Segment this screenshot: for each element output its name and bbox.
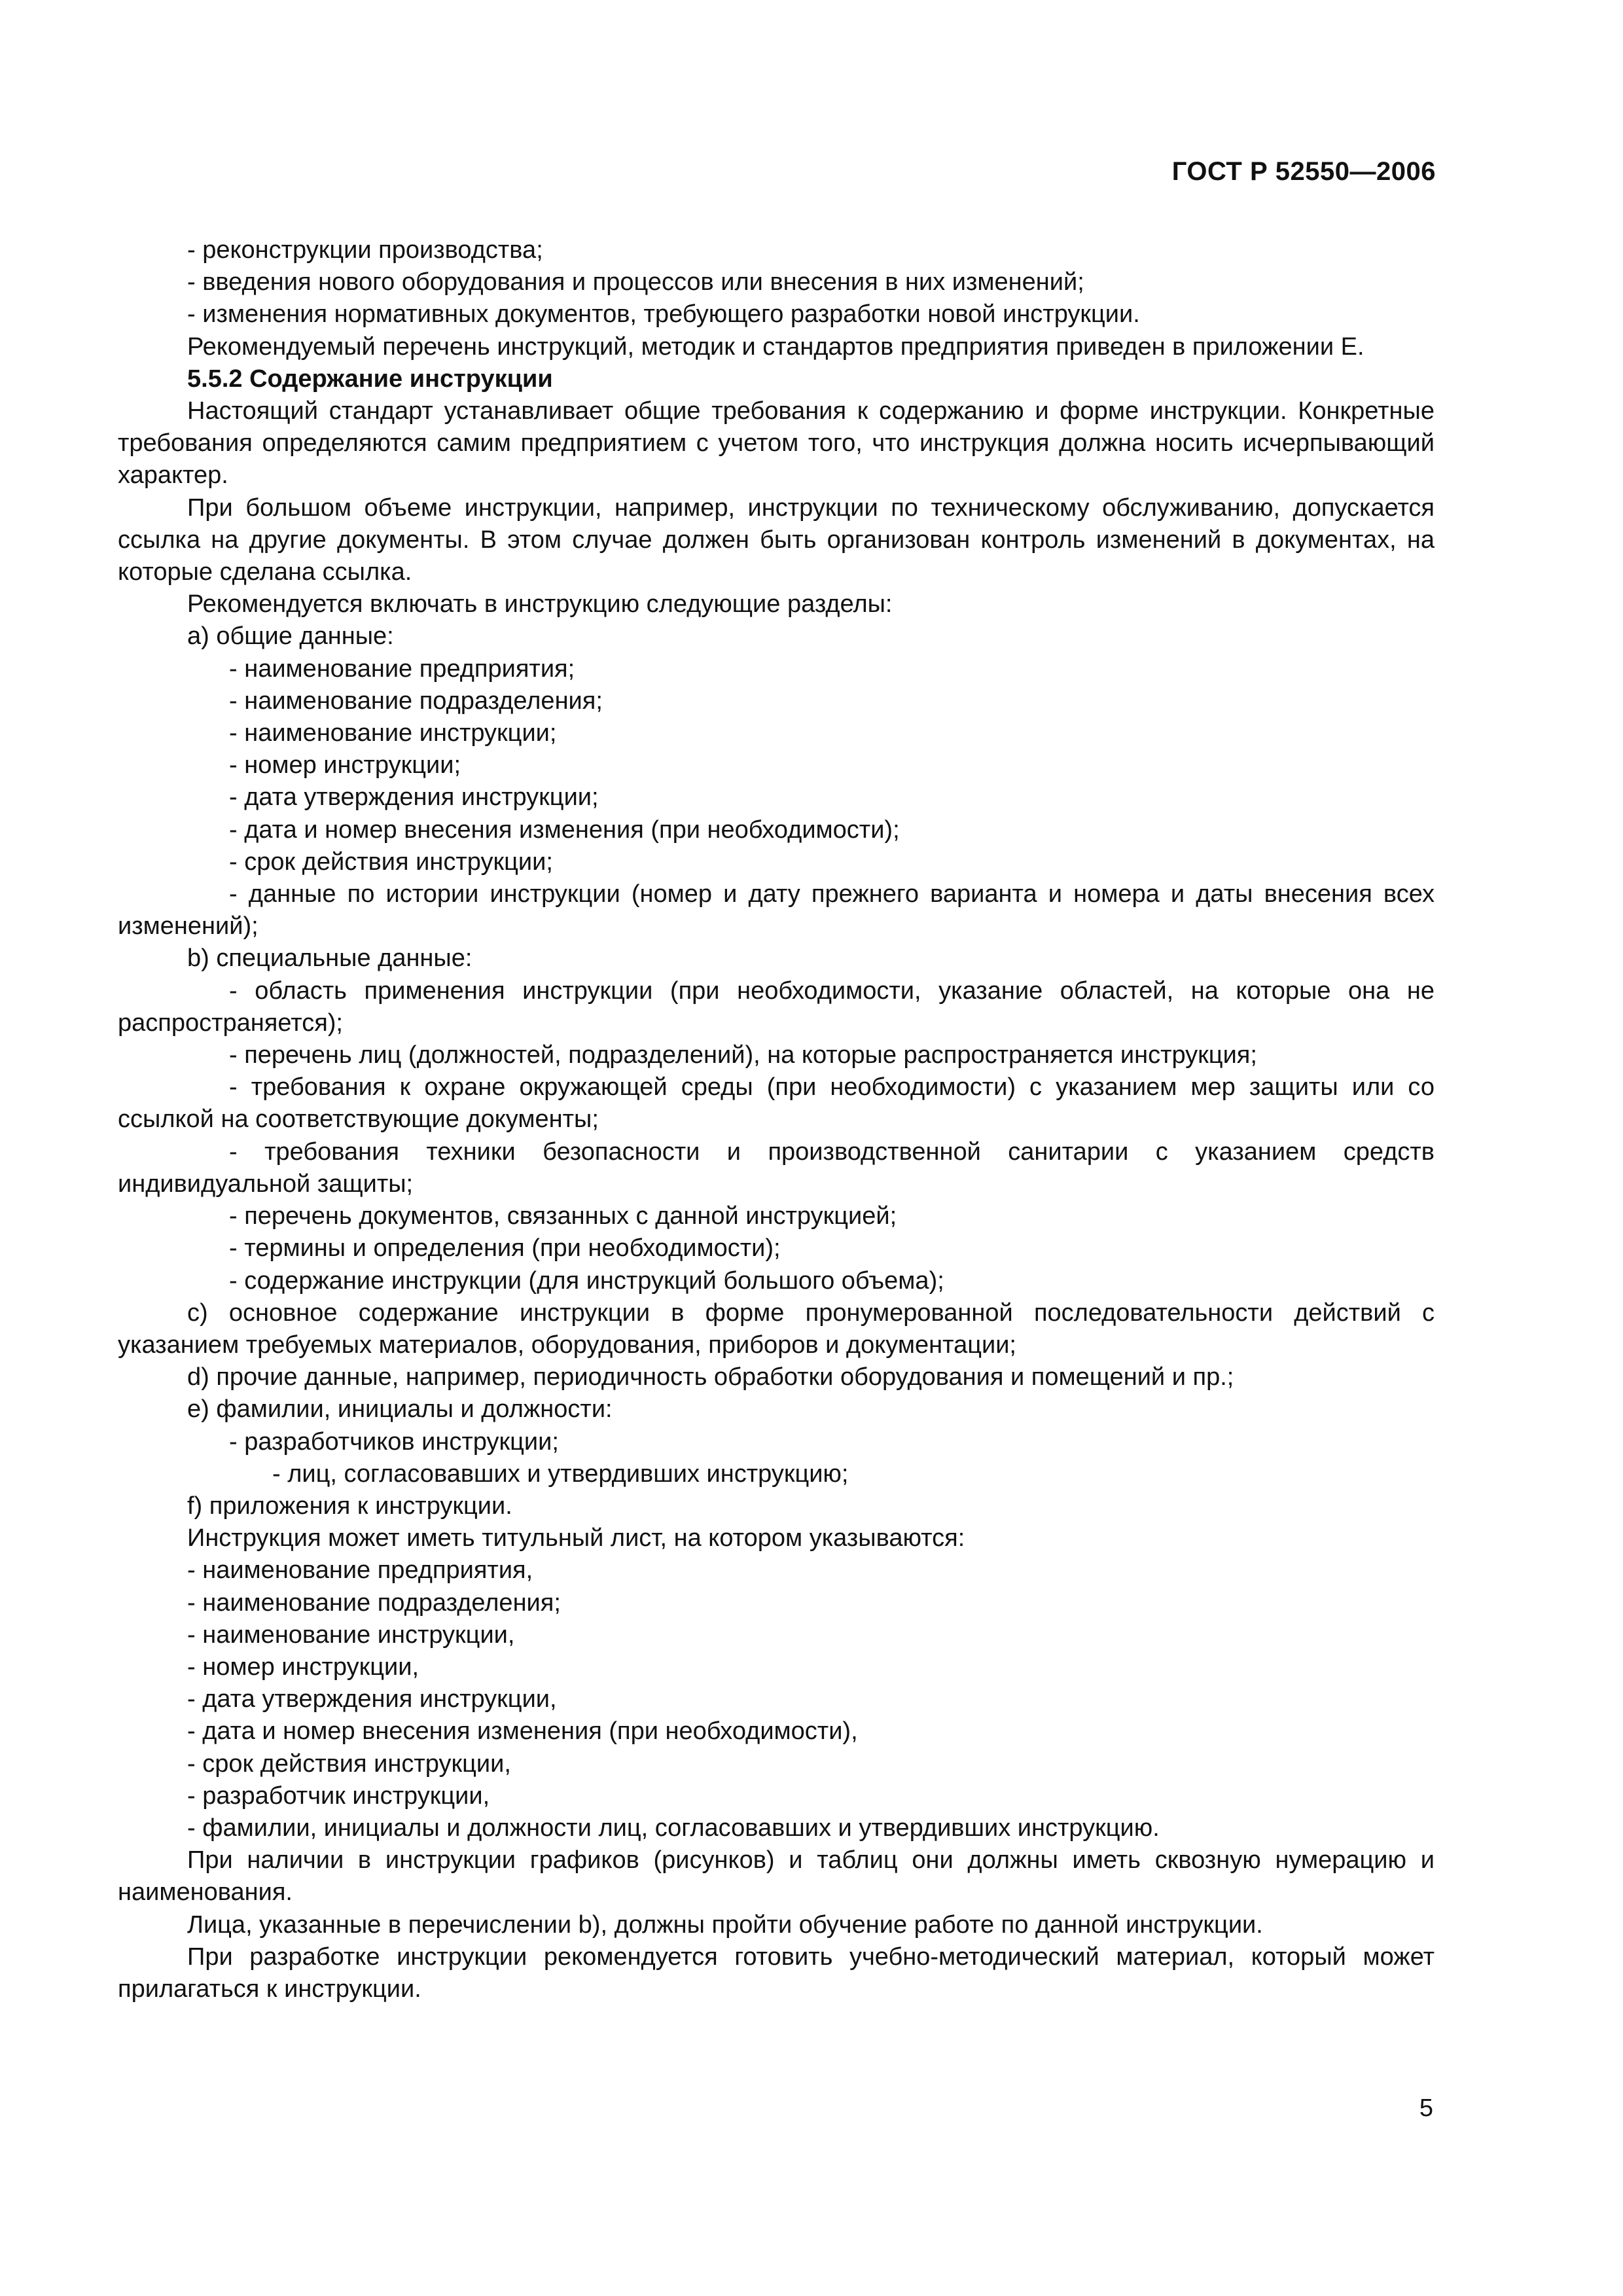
section-heading: 5.5.2 Содержание инструкции xyxy=(187,365,553,393)
list-item: - срок действия инструкции, xyxy=(187,1749,511,1778)
list-item: - дата и номер внесения изменения (при необходимости); xyxy=(229,816,900,844)
list-item: - содержание инструкции (для инструкций большого объема); xyxy=(229,1266,944,1295)
list-item: - наименование предприятия, xyxy=(187,1556,533,1585)
list-item: - перечень лиц (должностей, подразделений), на которые распространяется инструкция; xyxy=(229,1041,1257,1069)
list-item: - требования техники безопасности и производственной санитарии с указанием средств индивидуальной защиты; xyxy=(118,1138,1435,1198)
list-item: - наименование подразделения; xyxy=(187,1588,561,1617)
paragraph: Рекомендуемый перечень инструкций, методик и стандартов предприятия приведен в приложении Е. xyxy=(187,332,1364,361)
list-item: - наименование подразделения; xyxy=(229,687,603,715)
enumeration-item-f: f) приложения к инструкции. xyxy=(187,1492,512,1520)
list-item: - данные по истории инструкции (номер и дату прежнего варианта и номера и даты внесения всех изменений); xyxy=(118,880,1435,941)
document-body xyxy=(118,234,1435,2005)
list-item: - введения нового оборудования и процессов или внесения в них изменений; xyxy=(187,268,1084,296)
paragraph: Лица, указанные в перечислении b), должны пройти обучение работе по данной инструкции. xyxy=(187,1910,1263,1939)
paragraph: При разработке инструкции рекомендуется готовить учебно-методический материал, который может прилагаться к инструкции. xyxy=(118,1943,1435,2003)
list-item: - номер инструкции, xyxy=(187,1653,419,1681)
enumeration-item-a: а) общие данные: xyxy=(187,622,394,651)
list-item: - разработчик инструкции, xyxy=(187,1782,490,1810)
page-number: 5 xyxy=(1419,2094,1433,2122)
standard-designation: ГОСТ Р 52550—2006 xyxy=(1171,157,1436,186)
list-item: - изменения нормативных документов, требующего разработки новой инструкции. xyxy=(187,300,1140,329)
list-item: - дата утверждения инструкции; xyxy=(229,783,599,812)
list-item: - срок действия инструкции; xyxy=(229,848,553,876)
enumeration-item-b: b) специальные данные: xyxy=(187,944,473,973)
enumeration-item-c: c) основное содержание инструкции в форме пронумерованной последовательности действий с указанием требуемых материалов, оборудования, приборов и документации; xyxy=(118,1299,1435,1359)
list-item: - лиц, согласовавших и утвердивших инструкцию; xyxy=(272,1460,849,1488)
list-item: - фамилии, инициалы и должности лиц, согласовавших и утвердивших инструкцию. xyxy=(187,1814,1160,1842)
list-item: - разработчиков инструкции; xyxy=(229,1427,559,1456)
list-item: - область применения инструкции (при необходимости, указание областей, на которые она не распространяется); xyxy=(118,977,1435,1037)
list-item: - наименование инструкции, xyxy=(187,1621,515,1649)
paragraph: Рекомендуется включать в инструкцию следующие разделы: xyxy=(187,590,893,619)
enumeration-item-d: d) прочие данные, например, периодичность обработки оборудования и помещений и пр.; xyxy=(187,1363,1234,1391)
list-item: - дата утверждения инструкции, xyxy=(187,1685,557,1713)
paragraph: Инструкция может иметь титульный лист, на котором указываются: xyxy=(187,1524,965,1552)
paragraph: При наличии в инструкции графиков (рисунков) и таблиц они должны иметь сквозную нумерацию и наименования. xyxy=(118,1846,1435,1907)
list-item: - реконструкции производства; xyxy=(187,236,543,264)
list-item: - наименование инструкции; xyxy=(229,719,557,747)
list-item: - наименование предприятия; xyxy=(229,655,575,683)
list-item: - перечень документов, связанных с данной инструкцией; xyxy=(229,1202,897,1230)
list-item: - термины и определения (при необходимости); xyxy=(229,1234,781,1263)
list-item: - номер инструкции; xyxy=(229,751,461,780)
list-item: - требования к охране окружающей среды (при необходимости) с указанием мер защиты или со ссылкой на соответствующие документы; xyxy=(118,1073,1435,1134)
paragraph: Настоящий стандарт устанавливает общие требования к содержанию и форме инструкции. Конкретные требования определяются самим предприятием с учетом того, что инструкция должна носить исчерпывающий характер. xyxy=(118,397,1435,490)
list-item: - дата и номер внесения изменения (при необходимости), xyxy=(187,1717,858,1746)
paragraph: При большом объеме инструкции, например, инструкции по техническому обслуживанию, допускается ссылка на другие документы. В этом случае должен быть организован контроль изменений в документах, на которые сделана ссылка. xyxy=(118,493,1435,586)
enumeration-item-e: e) фамилии, инициалы и должности: xyxy=(187,1395,613,1424)
